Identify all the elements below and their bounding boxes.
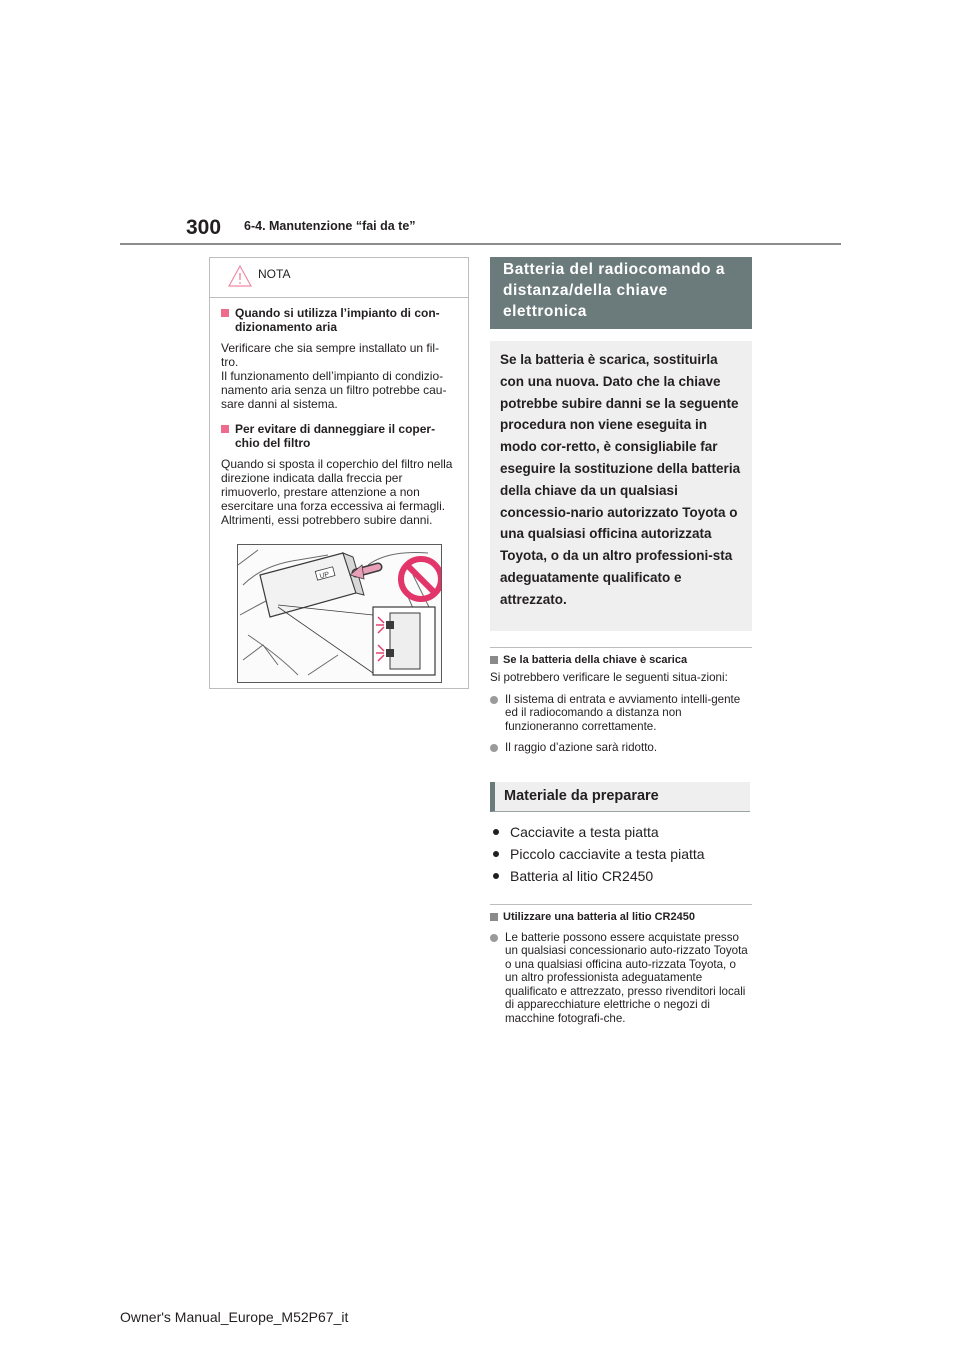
- footer-text: Owner's Manual_Europe_M52P67_it: [120, 1309, 349, 1325]
- nota-paragraph: Il funzionamento dell’impianto di condizio-namento aria senza un filtro potrebbe cau-sare danni al sistema.: [221, 369, 447, 411]
- materials-list: [490, 824, 752, 884]
- page-number: 300: [186, 216, 222, 239]
- nota-box: [209, 257, 469, 689]
- nota-heading-aircon: Quando si utilizza l’impianto di con-dizionamento aria: [221, 306, 456, 334]
- nota-heading-filter-cover: Per evitare di danneggiare il coper-chio del filtro: [221, 422, 456, 450]
- section-rule: [490, 904, 752, 905]
- nota-header: [210, 258, 468, 298]
- list-item: Le batterie possono essere acquistate presso un qualsiasi concessionario auto-rizzato Toyota o una qualsiasi officina auto-rizzata Toyota, o un altro professionista adeguatamente qualificato e attrezzato, presso rivenditori locali di apparecchiature elettriche o negozi di macchine fotografi-che.: [490, 931, 752, 1026]
- section-title-band: Batteria del radiocomando a distanza/della chiave elettronica: [490, 257, 752, 329]
- list-item: Il sistema di entrata e avviamento intelli-gente ed il radiocomando a distanza non funzioneranno correttamente.: [490, 693, 752, 734]
- subheading-low-battery: Se la batteria della chiave è scarica: [490, 654, 752, 666]
- list-item: Piccolo cacciavite a testa piatta: [490, 846, 752, 862]
- warning-triangle-icon: [227, 264, 253, 288]
- low-battery-text: Si potrebbero verificare le seguenti situa-zioni:: [490, 671, 728, 684]
- chapter-title: 6-4. Manutenzione “fai da te”: [244, 219, 416, 233]
- header-rule: [120, 243, 841, 245]
- nota-paragraph: Verificare che sia sempre installato un fil-tro.: [221, 341, 440, 369]
- nota-body: [210, 298, 468, 527]
- filter-cover-illustration: [237, 544, 442, 683]
- nota-title: NOTA: [258, 267, 291, 281]
- section-rule: [490, 647, 752, 648]
- right-column: [490, 257, 752, 1025]
- subheading-battery-type: Utilizzare una batteria al litio CR2450: [490, 911, 752, 923]
- materials-title-band: Materiale da preparare: [490, 782, 750, 812]
- figure-up-label: UP: [318, 571, 331, 581]
- list-item: Il raggio d’azione sarà ridotto.: [490, 741, 752, 755]
- nota-paragraph: Quando si sposta il coperchio del filtro nella direzione indicata dalla freccia per rimuoverlo, prestare attenzione a non esercitare una forza eccessiva ai fermagli. Altrimenti, essi potrebbero subire danni.: [221, 457, 453, 527]
- list-item: Batteria al litio CR2450: [490, 868, 752, 884]
- intro-box: Se la batteria è scarica, sostituirla con una nuova. Dato che la chiave potrebbe subire danni se la seguente procedura non viene eseguita in modo cor-retto, è consigliabile far eseguire la sostituzione della batteria della chiave da un qualsiasi concessio-nario autorizzato Toyota o una qualsiasi officina autorizzata Toyota, o da un altro professioni-sta adeguatamente qualificato e attrezzato.: [490, 341, 752, 631]
- list-item: Cacciavite a testa piatta: [490, 824, 752, 840]
